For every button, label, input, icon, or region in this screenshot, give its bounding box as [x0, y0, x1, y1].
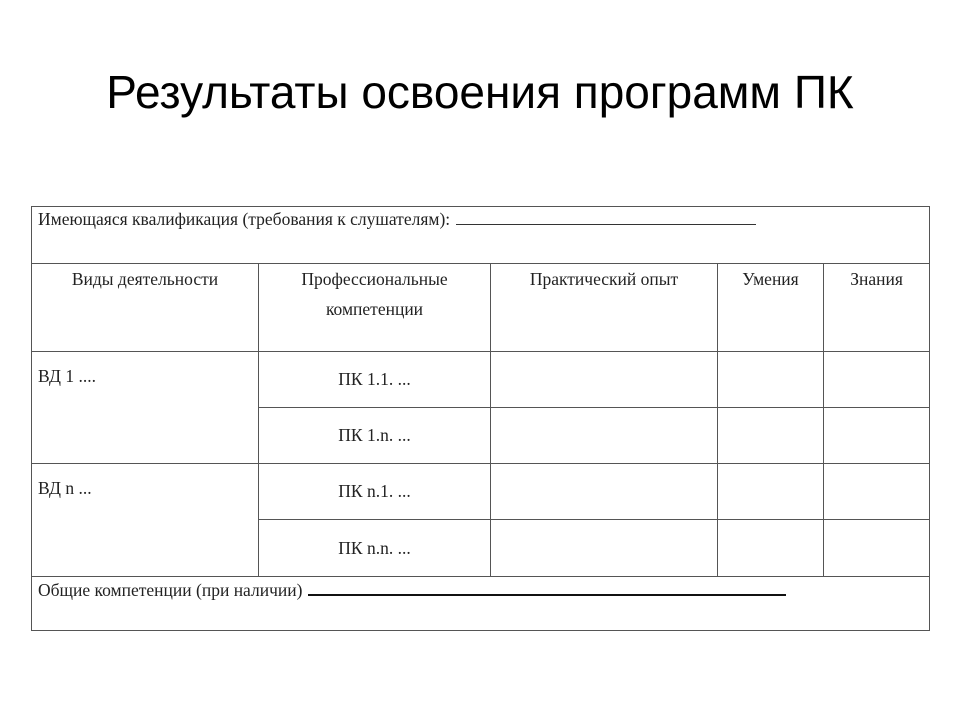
skills-cell: [718, 351, 824, 407]
knowledge-cell: [824, 464, 930, 520]
qualification-cell: [32, 207, 930, 264]
skills-cell: [718, 464, 824, 520]
header-competencies: Профессиональные компетенции: [259, 264, 491, 351]
general-competencies-row: [32, 576, 930, 630]
qualification-blank-line: [456, 207, 756, 225]
skills-cell: [718, 520, 824, 576]
competency-cell: ПК n.n. ...: [259, 520, 491, 576]
general-competencies-blank-line: [308, 577, 786, 596]
slide-title: Результаты освоения программ ПК: [106, 66, 854, 118]
header-skills: Умения: [718, 264, 824, 351]
qualification-label: Имеющаяся квалификация (требования к слушателям):: [38, 209, 451, 229]
header-practical-experience: Практический опыт: [491, 264, 718, 351]
competency-cell: ПК 1.n. ...: [259, 407, 491, 463]
general-competencies-label: Общие компетенции (при наличии): [38, 579, 303, 600]
general-competencies-cell: [32, 576, 930, 630]
knowledge-cell: [824, 520, 930, 576]
practical-experience-cell: [491, 464, 718, 520]
header-row: [32, 264, 930, 351]
competency-cell: ПК n.1. ...: [259, 464, 491, 520]
practical-experience-cell: [491, 407, 718, 463]
activity-cell: ВД 1 ....: [32, 351, 259, 464]
competency-table: [31, 206, 930, 631]
header-knowledge: Знания: [824, 264, 930, 351]
competency-cell: ПК 1.1. ...: [259, 351, 491, 407]
header-activities: Виды деятельности: [32, 264, 259, 351]
practical-experience-cell: [491, 351, 718, 407]
skills-cell: [718, 407, 824, 463]
knowledge-cell: [824, 407, 930, 463]
activity-cell: ВД n ...: [32, 464, 259, 577]
table-row: [32, 464, 930, 520]
knowledge-cell: [824, 351, 930, 407]
table-row: [32, 351, 930, 407]
qualification-row: [32, 207, 930, 264]
practical-experience-cell: [491, 520, 718, 576]
